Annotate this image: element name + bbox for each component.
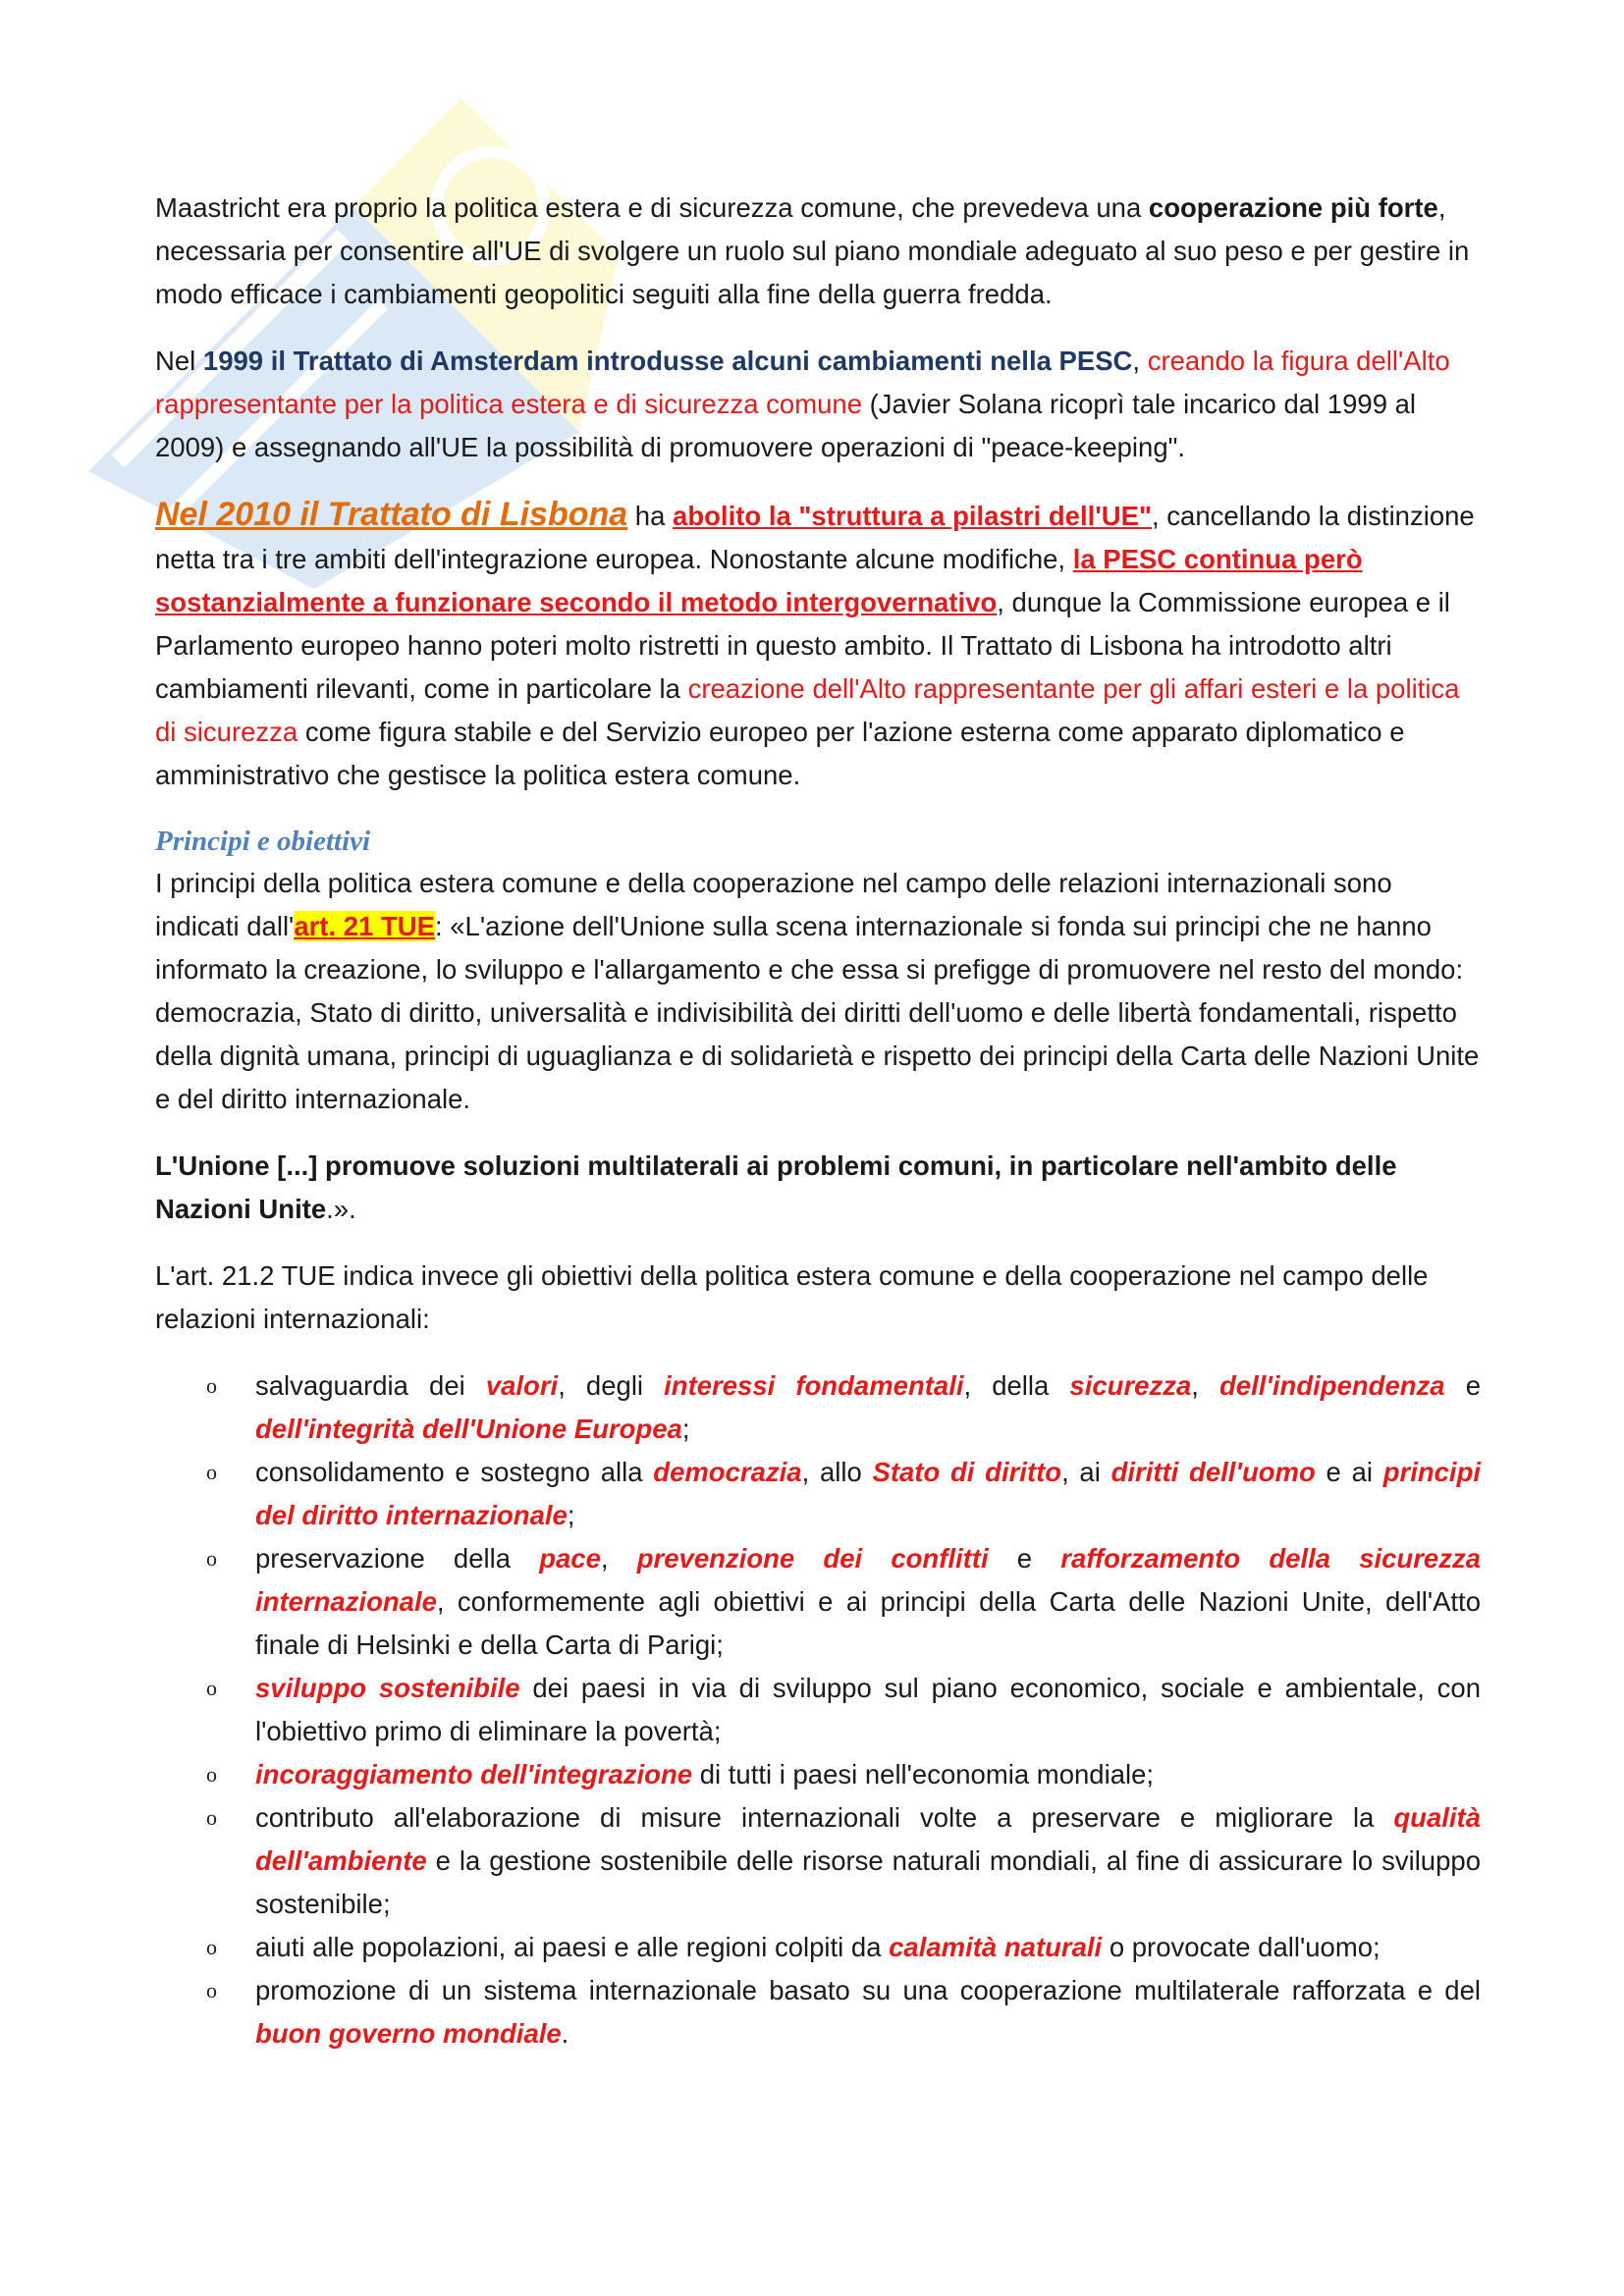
emphasized-term: calamità naturali [889,1932,1103,1962]
text-run: salvaguardia dei [255,1370,486,1401]
emphasized-term: sviluppo sostenibile [255,1673,520,1703]
emphasized-term: democrazia [653,1457,802,1487]
paragraph-lisbona [155,493,1481,797]
text-run: .». [326,1194,356,1224]
bullet-marker: o [206,1762,217,1787]
text-run: , [1191,1370,1219,1401]
list-item [155,1451,1481,1537]
emphasized-term: diritti dell'uomo [1110,1457,1316,1487]
text-run: ; [681,1414,690,1444]
emphasized-term: prevenzione dei conflitti [636,1543,989,1574]
text-run: e la gestione sostenibile delle risorse naturali mondiali, al fine di assicurare lo sviluppo sostenibile; [255,1845,1481,1919]
paragraph-principi [155,862,1481,1121]
text-run: aiuti alle popolazioni, ai paesi e alle regioni colpiti da [255,1932,890,1962]
list-item [155,1796,1481,1926]
list-item [155,1753,1481,1796]
text-run: Maastricht era proprio la politica estera e di sicurezza comune, che prevedeva una [155,192,1149,223]
bullet-marker: o [206,1935,217,1959]
emphasized-term: interessi fondamentali [664,1370,964,1401]
text-run: , della [963,1370,1070,1401]
text-run: e ai [1315,1457,1383,1487]
paragraph-obiettivi-intro: L'art. 21.2 TUE indica invece gli obiettivi della politica estera comune e della cooperazione nel campo delle relazioni internazionali: [155,1260,1429,1334]
paragraph-amsterdam [155,340,1481,469]
text-run: , [1132,346,1148,376]
section-heading: Principi e obiettivi [155,826,371,857]
text-run: , cancellando la distinzione netta tra i tre ambiti dell'integrazione europea. Nonostante alcune modifiche, [155,501,1475,574]
bullet-marker: o [206,1546,217,1571]
emphasized-term: qualità dell'ambiente [255,1802,1481,1876]
emphasized-term: dell'integrità dell'Unione Europea [255,1414,682,1444]
emphasized-term: dell'indipendenza [1218,1370,1445,1401]
text-run: , dunque la Commissione europea e il Parlamento europeo hanno poteri molto ristretti in questo ambito. Il Trattato di Lisbona ha introdotto altri cambiamenti rilevanti, come in particolare la [155,587,1450,704]
bold-navy-text: 1999 il Trattato di Amsterdam introdusse alcuni cambiamenti nella PESC [202,346,1133,376]
text-run: , ai [1061,1457,1111,1487]
emphasized-term: principi del diritto internazionale [255,1457,1482,1530]
bullet-marker: o [206,1676,217,1700]
text-run: : «L'azione dell'Unione sulla scena internazionale si fonda sui principi che ne hanno informato la creazione, lo sviluppo e l'allargamento e che essa si prefigge di promuovere nel resto del mondo: democrazia, Stato di diritto, universalità e indivisibilità dei diritti dell'uomo e delle libertà fondamentali, rispetto della dignità umana, principi di uguaglianza e di solidarietà e rispetto dei principi della Carta delle Nazioni Unite e del diritto internazionale. [155,911,1480,1114]
text-run: , [600,1543,637,1574]
bullet-marker: o [206,1373,217,1398]
list-item [155,1364,1481,1451]
document-body [155,187,1481,2056]
highlighted-article-ref: art. 21 TUE [294,911,435,941]
text-run: . [561,2018,569,2049]
emphasized-term: valori [485,1370,559,1401]
list-item [155,1969,1481,2056]
text-run: ; [567,1500,575,1530]
lisbona-title: Nel 2010 il Trattato di Lisbona [155,496,628,533]
bold-text: L'Unione [...] promuove soluzioni multilaterali ai problemi comuni, in particolare nell'ambito delle Nazioni Unite [155,1150,1397,1224]
bullet-marker: o [206,1460,217,1484]
list-item [155,1667,1481,1753]
list-item [155,1537,1481,1667]
red-text: creazione dell'Alto rappresentante per gli affari esteri e la politica di sicurezza [155,673,1460,747]
text-run: (Javier Solana ricoprì tale incarico dal 1999 al 2009) e assegnando all'UE la possibilità di promuovere operazioni di "peace-keeping". [155,389,1417,462]
text-run: contributo all'elaborazione di misure internazionali volte a preservare e migliorare la [255,1802,1394,1833]
bullet-marker: o [206,1805,217,1830]
text-run: consolidamento e sostegno alla [255,1457,654,1487]
text-run: I principi della politica estera comune e della cooperazione nel campo delle relazioni internazionali sono indicati dall' [155,868,1392,941]
text-run: ha [627,501,674,531]
list-item [155,1926,1481,1969]
text-run: Nel [155,346,203,376]
emphasized-term: incoraggiamento dell'integrazione [255,1759,693,1789]
bullet-marker: o [206,1978,217,2002]
paragraph-unione [155,1145,1481,1231]
emphasized-term: pace [539,1543,601,1574]
emphasized-term: rafforzamento della sicurezza internazionale [255,1543,1482,1617]
red-text: creando la figura dell'Alto rappresentante per la politica estera e di sicurezza comune [155,346,1450,419]
text-run: come figura stabile e del Servizio europeo per l'azione esterna come apparato diplomatico e amministrativo che gestisce la politica estera comune. [155,717,1405,790]
emphasized-term: sicurezza [1069,1370,1192,1401]
red-underlined-text: abolito la "struttura a pilastri dell'UE" [673,501,1153,531]
red-underlined-text: la PESC continua però sostanzialmente a funzionare secondo il metodo intergovernativo [155,544,1363,617]
paragraph-maastricht [155,187,1481,316]
text-run: , allo [801,1457,873,1487]
text-run: , necessaria per consentire all'UE di svolgere un ruolo sul piano mondiale adeguato al suo peso e per gestire in modo efficace i cambiamenti geopolitici seguiti alla fine della guerra fredda. [155,192,1470,309]
text-run: o provocate dall'uomo; [1102,1932,1380,1962]
text-run: dei paesi in via di sviluppo sul piano economico, sociale e ambientale, con l'obiettivo primo di eliminare la povertà; [255,1673,1481,1746]
bold-text: cooperazione più forte [1148,192,1438,223]
text-run: di tutti i paesi nell'economia mondiale; [692,1759,1155,1789]
text-run: , degli [558,1370,665,1401]
text-run: e [988,1543,1061,1574]
text-run: , conformemente agli obiettivi e ai principi della Carta delle Nazioni Unite, dell'Atto finale di Helsinki e della Carta di Parigi; [255,1586,1481,1660]
text-run: preservazione della [255,1543,540,1574]
text-run: promozione di un sistema internazionale basato su una cooperazione multilaterale rafforzata e del [255,1975,1481,2005]
emphasized-term: buon governo mondiale [255,2018,562,2049]
objectives-list [155,1364,1481,2056]
text-run: e [1444,1370,1481,1401]
emphasized-term: Stato di diritto [872,1457,1062,1487]
